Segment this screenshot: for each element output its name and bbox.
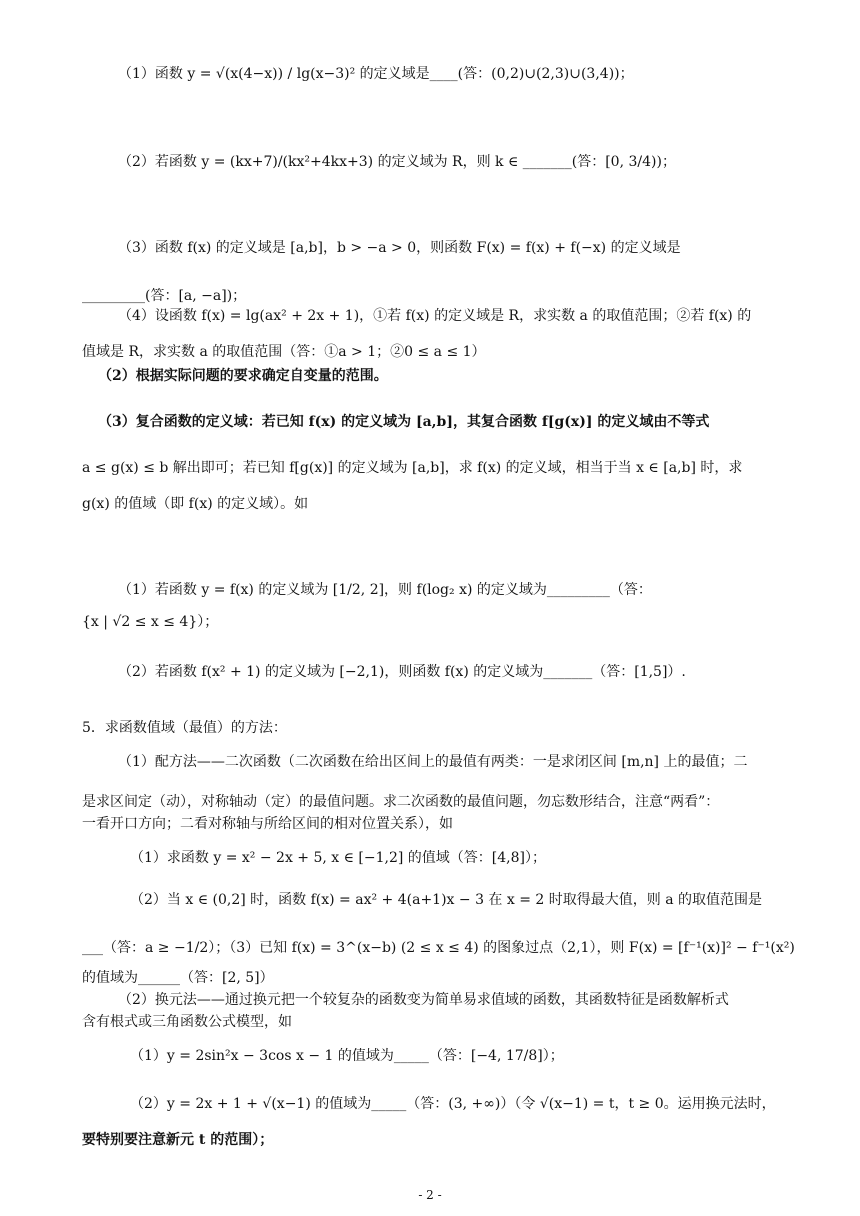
text-line-16: 是求区间定（动），对称轴动（定）的最值问题。求二次函数的最值问题，勿忘数形结合，注意“两看”： [82, 794, 720, 810]
text-line-22: （2）换元法——通过换元把一个较复杂的函数变为简单易求值域的函数，其函数特征是函数解析式 [118, 992, 729, 1008]
text-line-5: （4）设函数 f(x) = lg(ax² + 2x + 1)，①若 f(x) 的定义域是 R，求实数 a 的取值范围；②若 f(x) 的 [118, 308, 752, 324]
text-line-25: （2）y = 2x + 1 + √(x−1) 的值域为_____（答：(3, +∞)）（令 √(x−1) = t，t ≥ 0。运用换元法时， [130, 1096, 776, 1112]
text-line-8: （3）复合函数的定义域：若已知 f(x) 的定义域为 [a,b]，其复合函数 f[g(x)] 的定义域由不等式 [98, 414, 710, 430]
text-line-9: a ≤ g(x) ≤ b 解出即可；若已知 f[g(x)] 的定义域为 [a,b]，求 f(x) 的定义域，相当于当 x ∈ [a,b] 时，求 [82, 460, 743, 476]
text-line-13: （2）若函数 f(x² + 1) 的定义域为 [−2,1)，则函数 f(x) 的定义域为_______（答：[1,5]）. [118, 664, 686, 680]
text-line-2: （2）若函数 y = (kx+7)/(kx²+4kx+3) 的定义域为 R，则 k ∈ _______(答：[0, 3/4))； [118, 154, 676, 170]
text-line-6: 值域是 R，求实数 a 的取值范围（答：①a > 1；②0 ≤ a ≤ 1） [82, 344, 486, 360]
text-line-24: （1）y = 2sin²x − 3cos x − 1 的值域为_____（答：[−4, 17/8]）； [130, 1048, 564, 1064]
text-line-14: 5．求函数值域（最值）的方法： [82, 720, 287, 736]
text-line-7: （2）根据实际问题的要求确定自变量的范围。 [98, 368, 388, 384]
text-line-15: （1）配方法——二次函数（二次函数在给出区间上的最值有两类：一是求闭区间 [m,n] 上的最值；二 [118, 754, 748, 770]
page-number: - 2 - [418, 1188, 442, 1202]
text-line-4: _________(答：[a, −a])； [82, 288, 247, 304]
text-line-21: 的值域为______（答：[2, 5]） [82, 970, 274, 986]
text-line-12: {x | √2 ≤ x ≤ 4}）； [82, 614, 219, 630]
text-line-19: （2）当 x ∈ (0,2] 时，函数 f(x) = ax² + 4(a+1)x − 3 在 x = 2 时取得最大值，则 a 的取值范围是 [130, 892, 763, 908]
text-line-23: 含有根式或三角函数公式模型，如 [82, 1014, 292, 1030]
text-line-11: （1）若函数 y = f(x) 的定义域为 [1/2, 2]，则 f(log₂ x) 的定义域为_________（答： [118, 582, 652, 598]
text-line-17: 一看开口方向；二看对称轴与所给区间的相对位置关系），如 [82, 816, 453, 832]
text-line-3: （3）函数 f(x) 的定义域是 [a,b]，b > −a > 0，则函数 F(x) = f(x) + f(−x) 的定义域是 [118, 240, 681, 256]
text-line-10: g(x) 的值域（即 f(x) 的定义域）。如 [82, 496, 309, 512]
text-line-26: 要特别要注意新元 t 的范围）； [82, 1132, 274, 1148]
text-line-18: （1）求函数 y = x² − 2x + 5, x ∈ [−1,2] 的值域（答：[4,8]）； [130, 850, 546, 866]
text-line-1: （1）函数 y = √(x(4−x)) / lg(x−3)² 的定义域是____(答：(0,2)∪(2,3)∪(3,4))； [118, 66, 634, 82]
text-line-20: ___（答：a ≥ −1/2）；（3）已知 f(x) = 3^(x−b) (2 ≤ x ≤ 4) 的图象过点（2,1），则 F(x) = [f⁻¹(x)]² − f⁻¹(x²) [82, 940, 795, 956]
